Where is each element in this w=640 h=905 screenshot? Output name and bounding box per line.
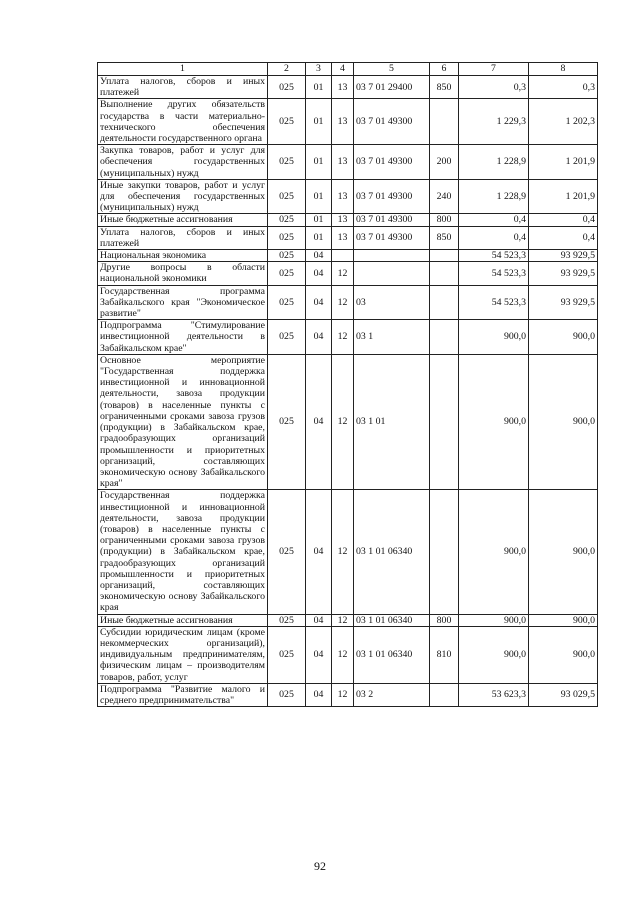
target-article-cell: 03 7 01 49300 [354, 99, 430, 145]
amount-year1-cell: 1 229,3 [459, 99, 529, 145]
expense-type-cell: 850 [430, 76, 459, 99]
amount-year2-cell: 93 029,5 [529, 683, 598, 706]
section-cell: 01 [306, 145, 332, 180]
table-row [98, 76, 598, 99]
target-article-cell [354, 250, 430, 262]
expense-type-cell [430, 683, 459, 706]
expense-type-cell [430, 320, 459, 355]
target-article-cell: 03 7 01 49300 [354, 145, 430, 180]
amount-year2-cell: 900,0 [529, 490, 598, 614]
subsection-cell: 12 [332, 683, 354, 706]
budget-table [97, 62, 598, 707]
grbs-cell: 025 [268, 354, 306, 489]
target-article-cell: 03 1 [354, 320, 430, 355]
target-article-cell: 03 7 01 29400 [354, 76, 430, 99]
amount-year2-cell: 93 929,5 [529, 262, 598, 285]
amount-year2-cell: 93 929,5 [529, 285, 598, 320]
amount-year2-cell: 93 929,5 [529, 250, 598, 262]
table-row [98, 262, 598, 285]
table-row [98, 285, 598, 320]
column-header: 6 [430, 63, 459, 76]
grbs-cell: 025 [268, 76, 306, 99]
table-row [98, 250, 598, 262]
amount-year1-cell: 53 623,3 [459, 683, 529, 706]
target-article-cell: 03 1 01 06340 [354, 614, 430, 626]
subsection-cell: 13 [332, 145, 354, 180]
subsection-cell: 13 [332, 214, 354, 226]
expense-type-cell: 240 [430, 179, 459, 214]
section-cell: 04 [306, 285, 332, 320]
expense-type-cell [430, 250, 459, 262]
row-name-cell: Уплата налогов, сборов и иных платежей [98, 226, 268, 249]
row-name-cell: Иные бюджетные ассигнования [98, 214, 268, 226]
row-name-cell: Уплата налогов, сборов и иных платежей [98, 76, 268, 99]
row-name-cell: Подпрограмма "Стимулирование инвестиционной деятельности в Забайкальском крае" [98, 320, 268, 355]
amount-year2-cell: 1 202,3 [529, 99, 598, 145]
table-row [98, 490, 598, 614]
expense-type-cell [430, 490, 459, 614]
section-cell: 04 [306, 490, 332, 614]
target-article-cell: 03 2 [354, 683, 430, 706]
grbs-cell: 025 [268, 490, 306, 614]
section-cell: 04 [306, 320, 332, 355]
table-row [98, 626, 598, 683]
column-header: 7 [459, 63, 529, 76]
row-name-cell: Закупка товаров, работ и услуг для обеспечения государственных (муниципальных) нужд [98, 145, 268, 180]
expense-type-cell: 810 [430, 626, 459, 683]
subsection-cell: 12 [332, 614, 354, 626]
amount-year2-cell: 0,4 [529, 214, 598, 226]
expense-type-cell: 800 [430, 614, 459, 626]
table-row [98, 614, 598, 626]
amount-year1-cell: 0,4 [459, 214, 529, 226]
grbs-cell: 025 [268, 262, 306, 285]
column-header: 3 [306, 63, 332, 76]
table-row [98, 179, 598, 214]
row-name-cell: Иные бюджетные ассигнования [98, 614, 268, 626]
row-name-cell: Иные закупки товаров, работ и услуг для обеспечения государственных (муниципальных) нужд [98, 179, 268, 214]
row-name-cell: Выполнение других обязательств государства в части материально-технического обеспечения деятельности государственного органа [98, 99, 268, 145]
section-cell: 04 [306, 250, 332, 262]
amount-year1-cell: 54 523,3 [459, 285, 529, 320]
section-cell: 01 [306, 226, 332, 249]
section-cell: 04 [306, 262, 332, 285]
subsection-cell: 13 [332, 76, 354, 99]
subsection-cell: 13 [332, 226, 354, 249]
amount-year2-cell: 1 201,9 [529, 145, 598, 180]
subsection-cell: 12 [332, 626, 354, 683]
expense-type-cell [430, 99, 459, 145]
subsection-cell: 13 [332, 179, 354, 214]
subsection-cell: 13 [332, 99, 354, 145]
table-row [98, 145, 598, 180]
target-article-cell [354, 262, 430, 285]
row-name-cell: Государственная поддержка инвестиционной и инновационной деятельности, завоза продукции (товаров) в населенные пункты с ограниченными сроками завоза грузов (продукции) в Забайкальском крае, градообразующих организаций промышленности и приоритетных организаций, составляющих экономическую основу Забайкальского края [98, 490, 268, 614]
expense-type-cell: 850 [430, 226, 459, 249]
expense-type-cell [430, 262, 459, 285]
amount-year2-cell: 900,0 [529, 354, 598, 489]
expense-type-cell: 800 [430, 214, 459, 226]
section-cell: 04 [306, 614, 332, 626]
amount-year1-cell: 900,0 [459, 626, 529, 683]
grbs-cell: 025 [268, 626, 306, 683]
column-header: 8 [529, 63, 598, 76]
amount-year1-cell: 54 523,3 [459, 262, 529, 285]
amount-year2-cell: 0,4 [529, 226, 598, 249]
grbs-cell: 025 [268, 214, 306, 226]
grbs-cell: 025 [268, 226, 306, 249]
table-row [98, 683, 598, 706]
grbs-cell: 025 [268, 683, 306, 706]
target-article-cell: 03 7 01 49300 [354, 179, 430, 214]
column-header: 5 [354, 63, 430, 76]
amount-year1-cell: 1 228,9 [459, 179, 529, 214]
section-cell: 04 [306, 683, 332, 706]
table-row [98, 214, 598, 226]
target-article-cell: 03 [354, 285, 430, 320]
table-row [98, 354, 598, 489]
section-cell: 01 [306, 99, 332, 145]
row-name-cell: Другие вопросы в области национальной экономики [98, 262, 268, 285]
target-article-cell: 03 7 01 49300 [354, 214, 430, 226]
budget-table-sheet [97, 62, 598, 707]
grbs-cell: 025 [268, 320, 306, 355]
amount-year1-cell: 0,4 [459, 226, 529, 249]
amount-year1-cell: 900,0 [459, 490, 529, 614]
section-cell: 04 [306, 354, 332, 489]
expense-type-cell: 200 [430, 145, 459, 180]
subsection-cell: 12 [332, 320, 354, 355]
page-number: 92 [314, 859, 326, 873]
amount-year2-cell: 0,3 [529, 76, 598, 99]
target-article-cell: 03 1 01 [354, 354, 430, 489]
grbs-cell: 025 [268, 285, 306, 320]
target-article-cell: 03 7 01 49300 [354, 226, 430, 249]
subsection-cell: 12 [332, 262, 354, 285]
column-header: 1 [98, 63, 268, 76]
subsection-cell: 12 [332, 490, 354, 614]
target-article-cell: 03 1 01 06340 [354, 490, 430, 614]
amount-year1-cell: 900,0 [459, 354, 529, 489]
column-header: 2 [268, 63, 306, 76]
row-name-cell: Основное мероприятие "Государственная поддержка инвестиционной и инновационной деятельности, завоза продукции (товаров) в населенные пункты с ограниченными сроками завоза грузов (продукции) в Забайкальском крае, градообразующих организаций промышленности и приоритетных организаций, составляющих экономическую основу Забайкальского края" [98, 354, 268, 489]
target-article-cell: 03 1 01 06340 [354, 626, 430, 683]
row-name-cell: Государственная программа Забайкальского края "Экономическое развитие" [98, 285, 268, 320]
grbs-cell: 025 [268, 145, 306, 180]
expense-type-cell [430, 354, 459, 489]
amount-year1-cell: 1 228,9 [459, 145, 529, 180]
row-name-cell: Субсидии юридическим лицам (кроме некоммерческих организаций), индивидуальным предпринимателям, физическим лицам – производителям товаров, работ, услуг [98, 626, 268, 683]
grbs-cell: 025 [268, 179, 306, 214]
amount-year1-cell: 0,3 [459, 76, 529, 99]
subsection-cell: 12 [332, 354, 354, 489]
table-header-row [98, 63, 598, 76]
grbs-cell: 025 [268, 250, 306, 262]
amount-year1-cell: 900,0 [459, 320, 529, 355]
subsection-cell: 12 [332, 285, 354, 320]
section-cell: 01 [306, 214, 332, 226]
amount-year2-cell: 900,0 [529, 626, 598, 683]
grbs-cell: 025 [268, 99, 306, 145]
table-row [98, 226, 598, 249]
row-name-cell: Подпрограмма "Развитие малого и среднего предпринимательства" [98, 683, 268, 706]
amount-year1-cell: 900,0 [459, 614, 529, 626]
table-row [98, 99, 598, 145]
amount-year2-cell: 1 201,9 [529, 179, 598, 214]
amount-year2-cell: 900,0 [529, 614, 598, 626]
amount-year2-cell: 900,0 [529, 320, 598, 355]
expense-type-cell [430, 285, 459, 320]
section-cell: 01 [306, 76, 332, 99]
grbs-cell: 025 [268, 614, 306, 626]
table-row [98, 320, 598, 355]
section-cell: 04 [306, 626, 332, 683]
subsection-cell [332, 250, 354, 262]
row-name-cell: Национальная экономика [98, 250, 268, 262]
section-cell: 01 [306, 179, 332, 214]
column-header: 4 [332, 63, 354, 76]
amount-year1-cell: 54 523,3 [459, 250, 529, 262]
